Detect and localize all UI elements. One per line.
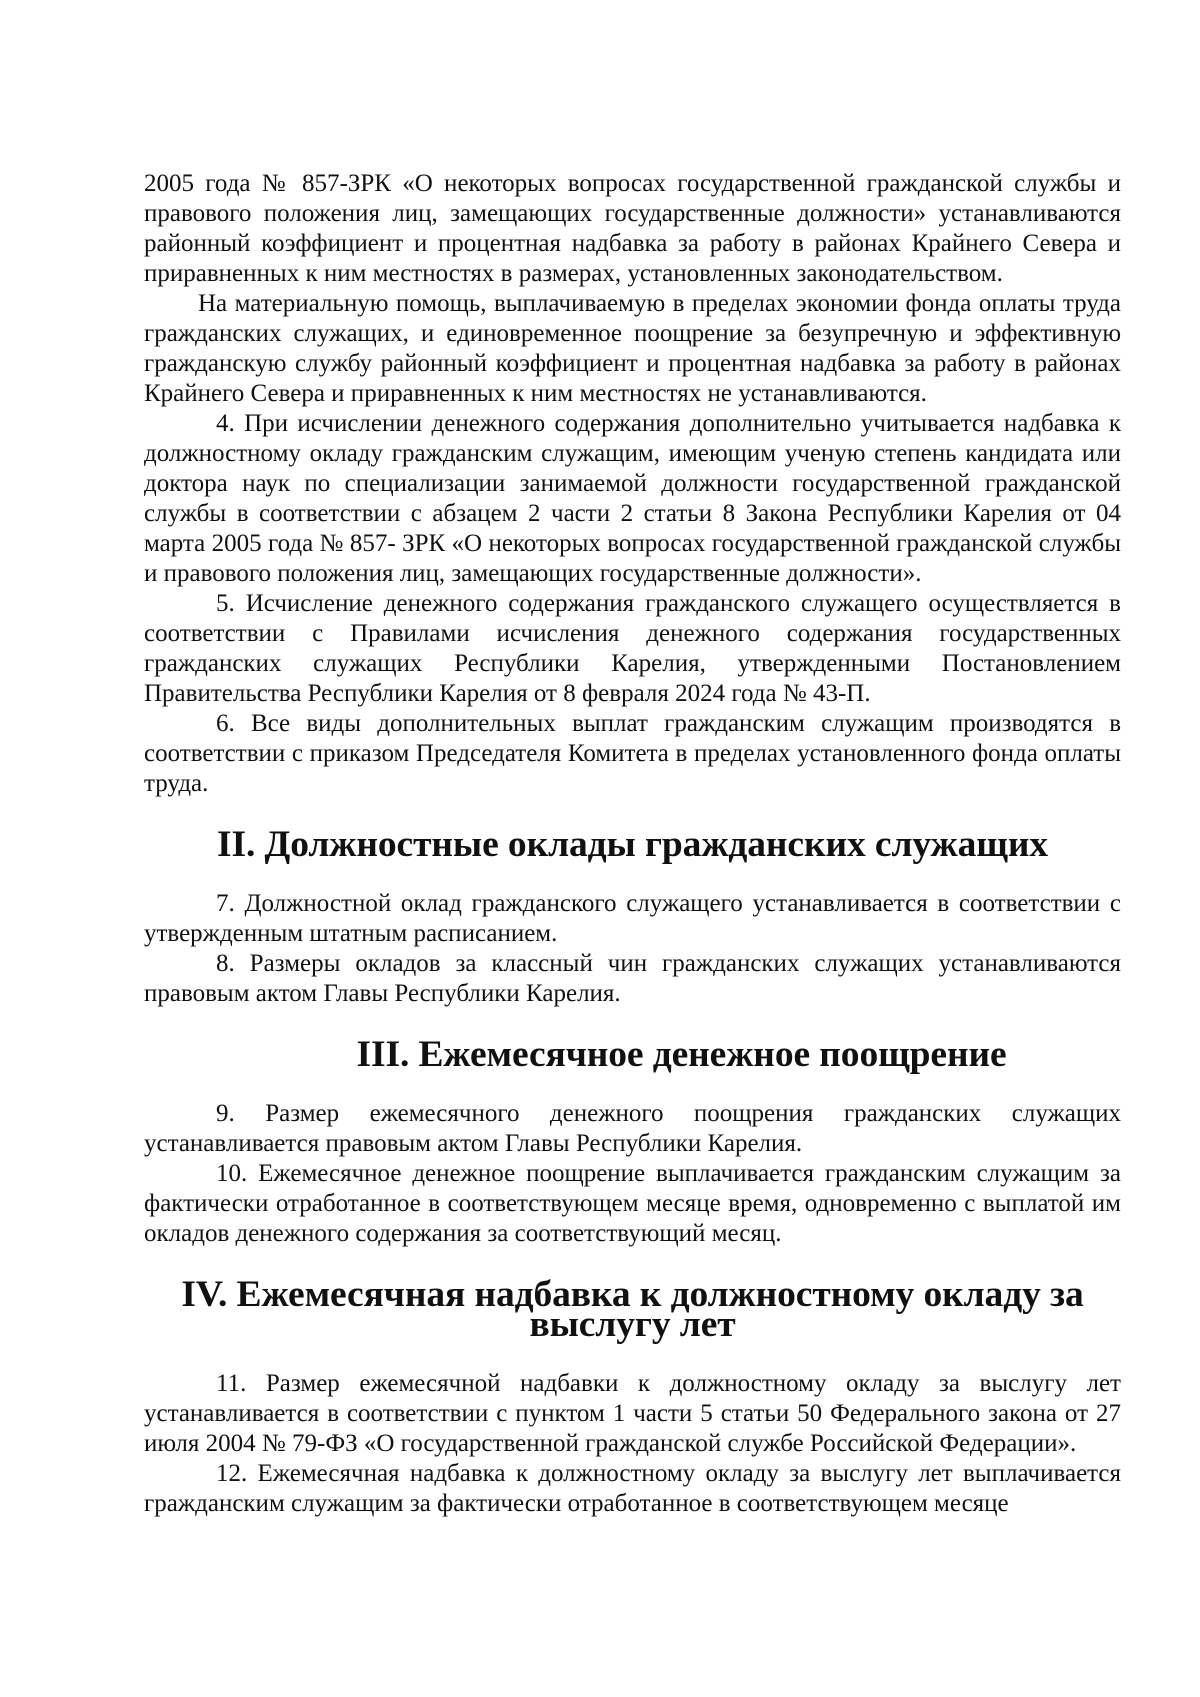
section-heading-4: IV. Ежемесячная надбавка к должностному окладу за выслугу лет xyxy=(181,1274,1084,1345)
paragraph-item-11: 11. Размер ежемесячной надбавки к должностному окладу за выслугу лет устанавливается в соответствии с пунктом 1 части 5 статьи 50 Федерального закона от 27 июля 2004 № 79-ФЗ «О государственной гражданской службе Российской Федерации». xyxy=(144,1370,1121,1457)
paragraph-continuation: 2005 года № 857-ЗРК «О некоторых вопросах государственной гражданской службы и правового положения лиц, замещающих государственные должности» устанавливаются районный коэффициент и процентная надбавка за работу в районах Крайнего Севера и приравненных к ним местностях в размерах, установленных законодательством. xyxy=(144,170,1121,287)
paragraph-item-7: 7. Должностной оклад гражданского служащего устанавливается в соответствии с утвержденным штатным расписанием. xyxy=(144,890,1121,947)
section-heading-3: III. Ежемесячное денежное поощрение xyxy=(356,1034,1007,1075)
document-page xyxy=(144,169,1121,1519)
paragraph-item-8: 8. Размеры окладов за классный чин гражданских служащих устанавливаются правовым актом Главы Республики Карелия. xyxy=(144,950,1121,1007)
paragraph-item-5: 5. Исчисление денежного содержания гражданского служащего осуществляется в соответствии с Правилами исчисления денежного содержания государственных гражданских служащих Республики Карелия, утвержденными Постановлением Правительства Республики Карелия от 8 февраля 2024 года № 43-П. xyxy=(144,590,1121,707)
paragraph-item-9: 9. Размер ежемесячного денежного поощрения гражданских служащих устанавливается правовым актом Главы Республики Карелия. xyxy=(144,1100,1121,1157)
section-heading-2: II. Должностные оклады гражданских служащих xyxy=(216,824,1049,865)
paragraph-item-4: 4. При исчислении денежного содержания дополнительно учитывается надбавка к должностному окладу гражданским служащим, имеющим ученую степень кандидата или доктора наук по специализации занимаемой должности государственной гражданской службы в соответствии с абзацем 2 части 2 статьи 8 Закона Республики Карелия от 04 марта 2005 года № 857- ЗРК «О некоторых вопросах государственной гражданской службы и правового положения лиц, замещающих государственные должности». xyxy=(144,410,1121,587)
paragraph-item-10: 10. Ежемесячное денежное поощрение выплачивается гражданским служащим за фактически отработанное в соответствующем месяце время, одновременно с выплатой им окладов денежного содержания за соответствующий месяц. xyxy=(144,1160,1121,1247)
paragraph-item-6: 6. Все виды дополнительных выплат гражданским служащим производятся в соответствии с приказом Председателя Комитета в пределах установленного фонда оплаты труда. xyxy=(144,710,1121,797)
paragraph-item-12: 12. Ежемесячная надбавка к должностному окладу за выслугу лет выплачивается гражданским служащим за фактически отработанное в соответствующем месяце xyxy=(144,1460,1121,1517)
paragraph-material-help: На материальную помощь, выплачиваемую в пределах экономии фонда оплаты труда гражданских служащих, и единовременное поощрение за безупречную и эффективную гражданскую службу районный коэффициент и процентная надбавка за работу в районах Крайнего Севера и приравненных к ним местностях не устанавливаются. xyxy=(144,290,1121,407)
